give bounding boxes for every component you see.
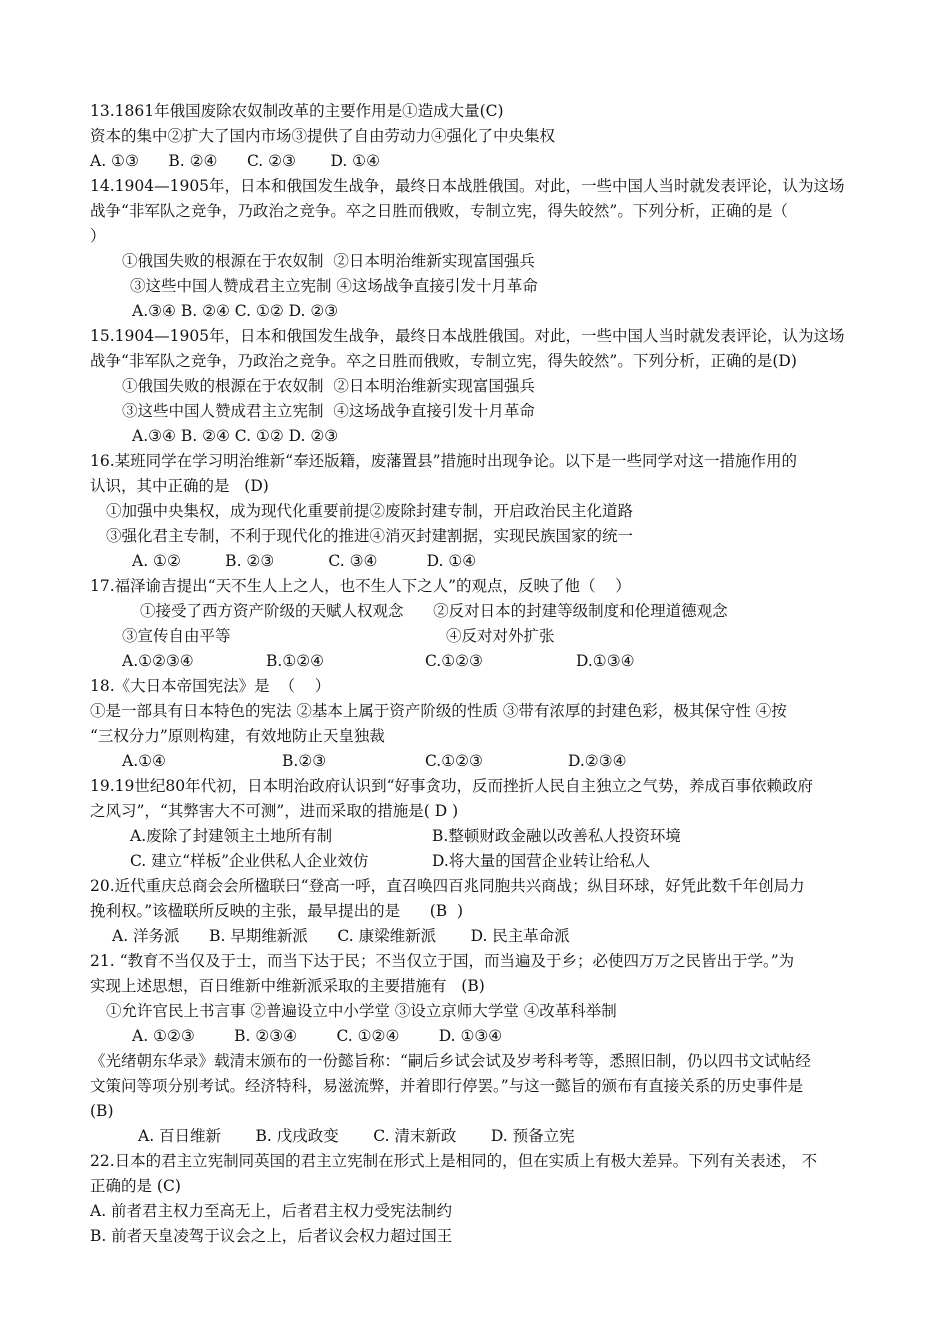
qx-stem-cont: 文策问等项分别考试。经济特科，易滋流弊，并着即行停罢。”与这一懿旨的颁布有直接关系的历史事件是 xyxy=(90,1077,804,1095)
q16-stem-cont: 认识，其中正确的是 (D) xyxy=(90,477,269,495)
q16-statements-2: ③强化君主专制，不利于现代化的推进④消灭封建割据，实现民族国家的统一 xyxy=(106,527,634,545)
q14-stem-end: ） xyxy=(90,227,106,245)
q19-option-b: B.整顿财政金融以改善私人投资环境 xyxy=(432,827,681,845)
q19-option-a: A.废除了封建领主土地所有制 xyxy=(130,827,333,845)
q19-option-d: D.将大量的国营企业转让给私人 xyxy=(432,852,651,870)
q22-stem-cont: 正确的是 (C) xyxy=(90,1177,181,1195)
q20-options: A. 洋务派 B. 早期维新派 C. 康梁维新派 D. 民主革命派 xyxy=(112,927,570,945)
q16-options: A. ①② B. ②③ C. ③④ D. ①④ xyxy=(132,552,477,570)
q15-statements-1: ①俄国失败的根源在于农奴制 ②日本明治维新实现富国强兵 xyxy=(122,377,535,395)
q17-stem: 17.福泽谕吉提出“天不生人上之人，也不生人下之人”的观点，反映了他（ ） xyxy=(90,577,631,595)
q17-option-b: B.①②④ xyxy=(266,652,325,670)
q21-statements: ①允许官民上书言事 ②普遍设立中小学堂 ③设立京师大学堂 ④改革科举制 xyxy=(106,1002,617,1020)
q19-option-c: C. 建立“样板”企业供私人企业效仿 xyxy=(130,852,369,870)
q22-option-a: A. 前者君主权力至高无上，后者君主权力受宪法制约 xyxy=(90,1202,453,1220)
q18-stem: 18.《大日本帝国宪法》是 （ ） xyxy=(90,677,331,695)
q17-statement-3: ③宣传自由平等 xyxy=(122,627,231,645)
q14-statements-2: ③这些中国人赞成君主立宪制 ④这场战争直接引发十月革命 xyxy=(130,277,538,295)
qx-answer: (B) xyxy=(90,1102,114,1120)
q16-stem: 16.某班同学在学习明治维新“奉还版籍，废藩置县”措施时出现争论。以下是一些同学对这一措施作用的 xyxy=(90,452,798,470)
q21-stem: 21. “教育不当仅及于士，而当下达于民；不当仅立于国，而当遍及于乡；必使四万万之民皆出于学。”为 xyxy=(90,952,795,970)
q22-stem: 22.日本的君主立宪制同英国的君主立宪制在形式上是相同的，但在实质上有极大差异。下列有关表述， 不 xyxy=(90,1152,818,1170)
q18-option-c: C.①②③ xyxy=(425,752,483,770)
q18-statements-2: “三权分力”原则构建，有效地防止天皇独裁 xyxy=(90,727,385,745)
q13-options: A. ①③ B. ②④ C. ②③ D. ①④ xyxy=(90,152,380,170)
q17-option-a: A.①②③④ xyxy=(122,652,194,670)
q22-option-b: B. 前者天皇凌驾于议会之上，后者议会权力超过国王 xyxy=(90,1227,453,1245)
q13-stem-cont: 资本的集中②扩大了国内市场③提供了自由劳动力④强化了中央集权 xyxy=(90,127,556,145)
q18-option-b: B.②③ xyxy=(282,752,327,770)
q17-statements-1: ①接受了西方资产阶级的天赋人权观念 ②反对日本的封建等级制度和伦理道德观念 xyxy=(140,602,728,620)
qx-stem: 《光绪朝东华录》载清末颁布的一份懿旨称：“嗣后乡试会试及岁考科考等，悉照旧制，仍以四书文试帖经 xyxy=(90,1052,811,1070)
q15-stem-cont: 战争“非军队之竞争，乃政治之竞争。卒之日胜而俄败，专制立宪，得失皎然”。下列分析，正确的是(D) xyxy=(90,352,797,370)
q15-stem: 15.1904—1905年，日本和俄国发生战争，最终日本战胜俄国。对此，一些中国人当时就发表评论，认为这场 xyxy=(90,327,845,345)
q15-options: A.③④ B. ②④ C. ①② D. ②③ xyxy=(132,427,339,445)
q17-statement-4: ④反对对外扩张 xyxy=(446,627,555,645)
q19-stem: 19.19世纪80年代初，日本明治政府认识到“好事贪功，反而挫折人民自主独立之气势，养成百事依赖政府 xyxy=(90,777,814,795)
q13-stem: 13.1861年俄国废除农奴制改革的主要作用是①造成大量(C) xyxy=(90,102,504,120)
q15-statements-2: ③这些中国人赞成君主立宪制 ④这场战争直接引发十月革命 xyxy=(122,402,535,420)
q17-option-d: D.①③④ xyxy=(576,652,635,670)
q18-option-a: A.①④ xyxy=(122,752,166,770)
q21-stem-cont: 实现上述思想，百日维新中维新派采取的主要措施有 (B) xyxy=(90,977,485,995)
q18-statements-1: ①是一部具有日本特色的宪法 ②基本上属于资产阶级的性质 ③带有浓厚的封建色彩，极其保守性 ④按 xyxy=(90,702,787,720)
q14-options: A.③④ B. ②④ C. ①② D. ②③ xyxy=(132,302,339,320)
q14-stem: 14.1904—1905年，日本和俄国发生战争，最终日本战胜俄国。对此，一些中国人当时就发表评论，认为这场 xyxy=(90,177,845,195)
qx-options: A. 百日维新 B. 戊戌政变 C. 清末新政 D. 预备立宪 xyxy=(138,1127,575,1145)
q14-stem-cont: 战争“非军队之竞争，乃政治之竞争。卒之日胜而俄败，专制立宪，得失皎然”。下列分析，正确的是（ xyxy=(90,202,788,220)
q20-stem: 20.近代重庆总商会会所楹联曰“登高一呼，直召唤四百兆同胞共兴商战；纵目环球，好凭此数千年创局力 xyxy=(90,877,805,895)
q14-statements-1: ①俄国失败的根源在于农奴制 ②日本明治维新实现富国强兵 xyxy=(122,252,535,270)
q18-option-d: D.②③④ xyxy=(568,752,627,770)
q20-stem-cont: 挽利权。”该楹联所反映的主张，最早提出的是 (B ) xyxy=(90,902,464,920)
q17-option-c: C.①②③ xyxy=(425,652,483,670)
q19-stem-cont: 之风习”，“其弊害大不可测”，进而采取的措施是( D ) xyxy=(90,802,459,820)
q16-statements-1: ①加强中央集权，成为现代化重要前提②废除封建专制，开启政治民主化道路 xyxy=(106,502,634,520)
q21-options: A. ①②③ B. ②③④ C. ①②④ D. ①③④ xyxy=(132,1027,503,1045)
